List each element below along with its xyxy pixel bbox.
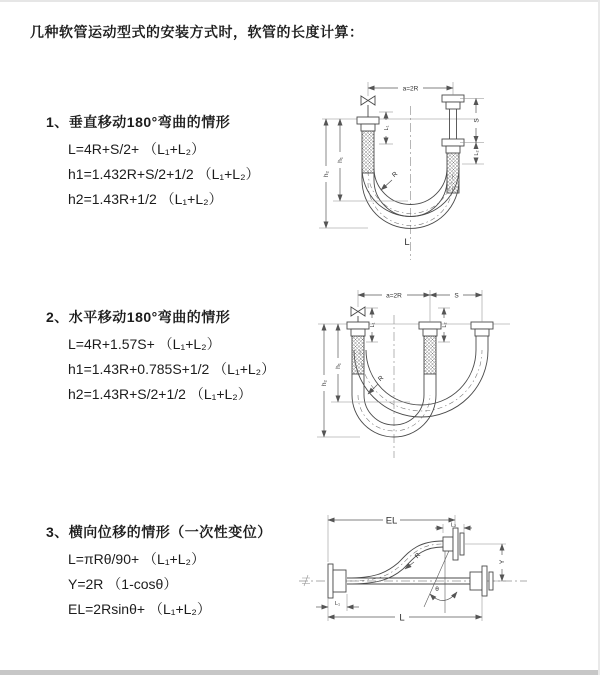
pipe-right — [442, 95, 464, 153]
page-title: 几种软管运动型式的安装方式时，软管的长度计算： — [30, 24, 364, 40]
braided-hose-middle — [424, 336, 436, 374]
dim-label-l: L — [399, 612, 405, 624]
formula-line: h2=1.43R+S/2+1/2 （L₁+L₂） — [68, 386, 252, 402]
dim-label-h1: h₁ — [337, 157, 344, 163]
diagram-horizontal-180-bend — [310, 280, 600, 465]
break-mark — [302, 575, 310, 586]
dimension-l1 — [316, 594, 359, 611]
braided-hose-left — [362, 131, 374, 173]
dimension-h1 — [331, 324, 410, 402]
formula-line: h2=1.43R+1/2 （L₁+L₂） — [68, 191, 223, 207]
dim-label-l1: L₁ — [370, 322, 376, 328]
section-heading: 1、垂直移动180°弯曲的情形 — [46, 114, 231, 130]
formula-line: L=4R+1.57S+ （L₁+L₂） — [68, 336, 221, 352]
dimension-h2 — [319, 119, 368, 228]
diagram-lateral-displacement — [295, 495, 600, 650]
angle-callout — [430, 586, 457, 601]
dimension-l1 — [379, 112, 393, 144]
radius-label: R — [390, 170, 400, 180]
dimension-a2r — [368, 86, 453, 93]
formula-line: EL=2Rsinθ+ （L₁+L₂） — [68, 601, 211, 617]
dim-label-el: EL — [385, 515, 398, 527]
dim-label-h1: h₁ — [335, 363, 342, 369]
dim-label-l1: L₁ — [335, 601, 340, 607]
dim-label-h2: h₂ — [321, 379, 328, 387]
dim-label-s: S — [473, 118, 481, 123]
dim-label-y: Y — [499, 559, 506, 565]
dimension-s — [430, 293, 482, 300]
radius-callout — [381, 170, 399, 190]
braided-hose-left — [352, 336, 364, 374]
dimension-a2r — [358, 293, 430, 300]
dim-label-s: S — [454, 292, 459, 300]
formula-line: Y=2R （1-cosθ） — [68, 576, 178, 592]
flange-left — [357, 117, 379, 131]
diagram-vertical-180-bend — [310, 68, 600, 268]
section-heading: 3、横向位移的情形（一次性变位） — [46, 524, 272, 540]
radius-label: R — [413, 551, 423, 561]
dim-label-a2r: a=2R — [386, 292, 402, 300]
braided-hose-right — [447, 153, 459, 193]
angle-label: θ — [435, 586, 439, 593]
flange-right-original — [470, 566, 493, 596]
hose-u-bends — [352, 336, 488, 437]
centerlines — [318, 315, 510, 458]
radius-callout — [405, 552, 422, 569]
section-horizontal-movement — [46, 308, 275, 407]
dim-label-l2: L₂ — [450, 522, 457, 529]
radius-callout — [368, 374, 385, 394]
length-label: L — [404, 237, 410, 248]
dimension-s — [460, 99, 484, 143]
formula-line: L=4R+S/2+ （L₁+L₂） — [68, 141, 206, 157]
formula-line: L=πRθ/90+ （L₁+L₂） — [68, 551, 205, 567]
dim-label-l2: L₂ — [442, 322, 448, 328]
flange-top-displaced — [443, 528, 464, 560]
dimension-el — [328, 515, 455, 562]
dimension-l — [328, 596, 482, 624]
formula-line: h1=1.43R+0.785S+1/2 （L₁+L₂） — [68, 361, 276, 377]
flanges — [347, 322, 493, 336]
scan-edge-top — [0, 0, 600, 2]
section-vertical-movement — [46, 113, 260, 212]
section-heading: 2、水平移动180°弯曲的情形 — [46, 309, 231, 325]
dim-label-a2r: a=2R — [402, 85, 419, 93]
section-lateral-displacement — [46, 523, 272, 622]
dim-label-l2: L₂ — [474, 150, 480, 156]
radius-label: R — [376, 374, 386, 384]
dim-label-h2: h₂ — [323, 170, 330, 178]
scan-edge-bottom — [0, 670, 600, 675]
dim-label-l1: L₁ — [384, 125, 390, 131]
dimension-l2 — [462, 143, 484, 165]
formula-line: h1=1.432R+S/2+1/2 （L₁+L₂） — [68, 166, 260, 182]
flange-left — [328, 564, 346, 598]
